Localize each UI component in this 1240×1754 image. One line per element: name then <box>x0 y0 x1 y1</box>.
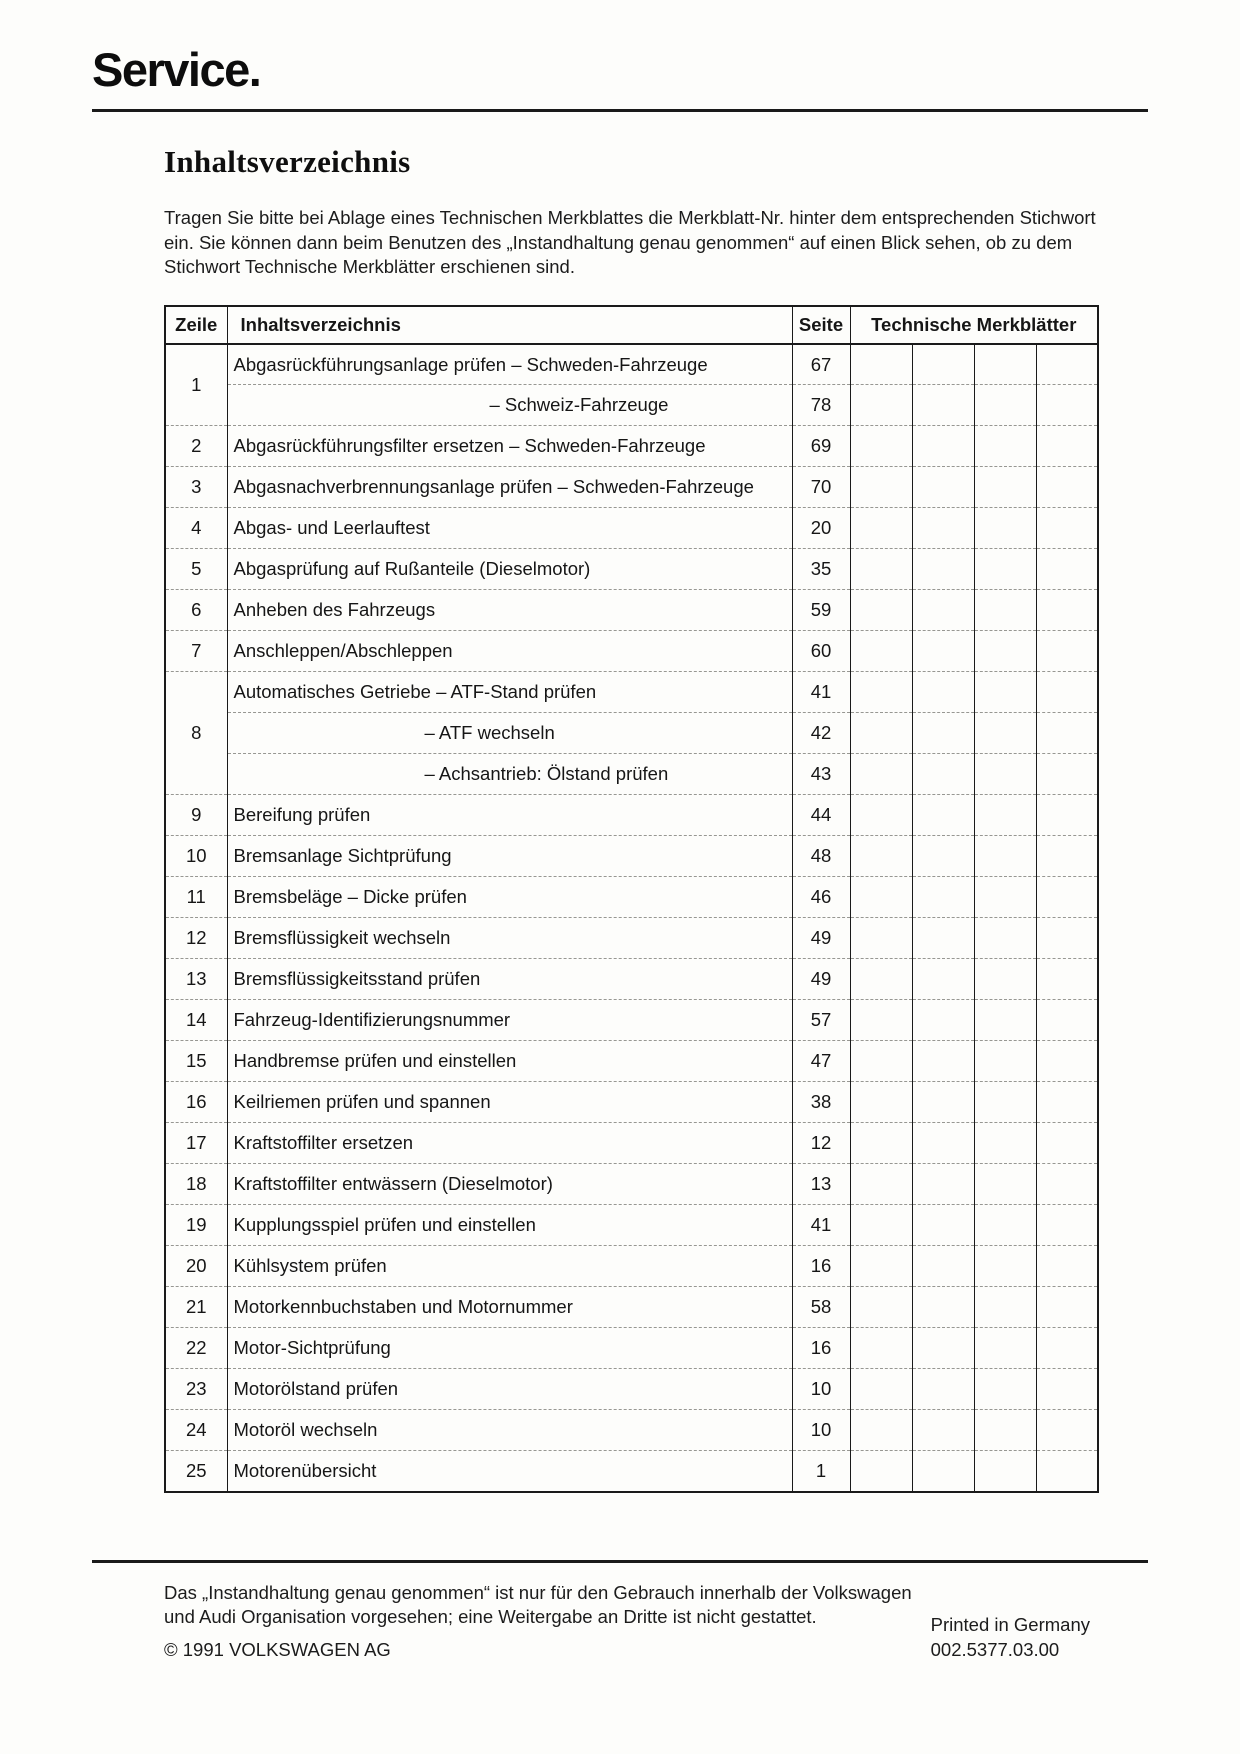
footer-copyright: © 1991 VOLKSWAGEN AG <box>164 1638 391 1660</box>
merkblatt-entry-cell <box>850 1123 912 1164</box>
row-title-cell: Bremsflüssigkeit wechseln <box>227 918 792 959</box>
row-title-cell: Kühlsystem prüfen <box>227 1246 792 1287</box>
row-number-cell: 9 <box>165 795 227 836</box>
table-row <box>165 1451 1098 1492</box>
merkblatt-entry-cell <box>912 590 974 631</box>
merkblatt-entry-cell <box>912 1164 974 1205</box>
merkblatt-entry-cell <box>850 549 912 590</box>
table-row <box>165 1287 1098 1328</box>
merkblatt-entry-cell <box>912 918 974 959</box>
row-page-cell: 10 <box>792 1410 850 1451</box>
table-row <box>165 549 1098 590</box>
merkblatt-entry-cell <box>912 754 974 795</box>
row-number-cell: 15 <box>165 1041 227 1082</box>
merkblatt-entry-cell <box>912 1000 974 1041</box>
merkblatt-entry-cell <box>850 1164 912 1205</box>
row-page-cell: 67 <box>792 344 850 385</box>
row-number-cell: 1 <box>165 344 227 426</box>
contents-table <box>164 305 1099 1493</box>
row-title-cell: Abgasprüfung auf Rußanteile (Dieselmotor) <box>227 549 792 590</box>
merkblatt-entry-cell <box>974 672 1036 713</box>
row-number-cell: 25 <box>165 1451 227 1492</box>
merkblatt-entry-cell <box>974 1328 1036 1369</box>
row-page-cell: 48 <box>792 836 850 877</box>
merkblatt-entry-cell <box>1036 959 1098 1000</box>
merkblatt-entry-cell <box>1036 1164 1098 1205</box>
merkblatt-entry-cell <box>912 1123 974 1164</box>
merkblatt-entry-cell <box>1036 754 1098 795</box>
merkblatt-entry-cell <box>974 1287 1036 1328</box>
row-page-cell: 12 <box>792 1123 850 1164</box>
merkblatt-entry-cell <box>1036 631 1098 672</box>
row-title-cell: Kraftstoffilter ersetzen <box>227 1123 792 1164</box>
row-page-cell: 16 <box>792 1328 850 1369</box>
row-page-cell: 43 <box>792 754 850 795</box>
table-row <box>165 672 1098 713</box>
merkblatt-entry-cell <box>974 385 1036 426</box>
merkblatt-entry-cell <box>850 1287 912 1328</box>
merkblatt-entry-cell <box>1036 344 1098 385</box>
merkblatt-entry-cell <box>850 631 912 672</box>
row-number-cell: 24 <box>165 1410 227 1451</box>
row-number-cell: 18 <box>165 1164 227 1205</box>
row-title-cell: Abgasrückführungsanlage prüfen – Schweden-Fahrzeuge <box>227 344 792 385</box>
merkblatt-entry-cell <box>850 1328 912 1369</box>
row-title-cell: Bremsflüssigkeitsstand prüfen <box>227 959 792 1000</box>
row-number-cell: 10 <box>165 836 227 877</box>
table-row <box>165 959 1098 1000</box>
merkblatt-entry-cell <box>974 1369 1036 1410</box>
row-number-cell: 3 <box>165 467 227 508</box>
merkblatt-entry-cell <box>912 426 974 467</box>
merkblatt-entry-cell <box>912 1041 974 1082</box>
merkblatt-entry-cell <box>974 795 1036 836</box>
merkblatt-entry-cell <box>912 836 974 877</box>
merkblatt-entry-cell <box>1036 508 1098 549</box>
merkblatt-entry-cell <box>912 1328 974 1369</box>
row-number-cell: 8 <box>165 672 227 795</box>
table-row <box>165 508 1098 549</box>
table-row <box>165 590 1098 631</box>
table-row <box>165 1205 1098 1246</box>
merkblatt-entry-cell <box>912 1451 974 1492</box>
merkblatt-entry-cell <box>850 1369 912 1410</box>
merkblatt-entry-cell <box>1036 549 1098 590</box>
row-page-cell: 41 <box>792 1205 850 1246</box>
row-page-cell: 13 <box>792 1164 850 1205</box>
merkblatt-entry-cell <box>912 631 974 672</box>
table-header-row <box>165 306 1098 344</box>
row-number-cell: 5 <box>165 549 227 590</box>
table-row <box>165 1328 1098 1369</box>
table-row <box>165 918 1098 959</box>
row-title-cell: Motorölstand prüfen <box>227 1369 792 1410</box>
page-footer <box>92 1560 1148 1662</box>
merkblatt-entry-cell <box>850 1041 912 1082</box>
merkblatt-entry-cell <box>850 467 912 508</box>
merkblatt-entry-cell <box>974 1082 1036 1123</box>
merkblatt-entry-cell <box>1036 1369 1098 1410</box>
merkblatt-entry-cell <box>912 1082 974 1123</box>
row-title-cell: – ATF wechseln <box>227 713 792 754</box>
header-divider <box>92 109 1148 112</box>
contents-table-header <box>165 306 1098 344</box>
table-row <box>165 1246 1098 1287</box>
merkblatt-entry-cell <box>974 1246 1036 1287</box>
table-row <box>165 426 1098 467</box>
merkblatt-entry-cell <box>912 713 974 754</box>
merkblatt-entry-cell <box>912 1410 974 1451</box>
row-number-cell: 6 <box>165 590 227 631</box>
table-row <box>165 631 1098 672</box>
merkblatt-entry-cell <box>850 385 912 426</box>
row-page-cell: 69 <box>792 426 850 467</box>
merkblatt-entry-cell <box>1036 795 1098 836</box>
row-page-cell: 10 <box>792 1369 850 1410</box>
merkblatt-entry-cell <box>974 1000 1036 1041</box>
row-page-cell: 78 <box>792 385 850 426</box>
table-row <box>165 1082 1098 1123</box>
row-title-cell: Handbremse prüfen und einstellen <box>227 1041 792 1082</box>
merkblatt-entry-cell <box>1036 1410 1098 1451</box>
column-header-inhaltsverzeichnis: Inhaltsverzeichnis <box>227 306 792 344</box>
merkblatt-entry-cell <box>974 1205 1036 1246</box>
row-title-cell: Motorenübersicht <box>227 1451 792 1492</box>
row-title-cell: Motoröl wechseln <box>227 1410 792 1451</box>
row-title-cell: Bremsanlage Sichtprüfung <box>227 836 792 877</box>
merkblatt-entry-cell <box>912 1369 974 1410</box>
merkblatt-entry-cell <box>912 385 974 426</box>
footer-doc-number: 002.5377.03.00 <box>930 1638 1060 1660</box>
merkblatt-entry-cell <box>1036 1287 1098 1328</box>
row-title-cell: Abgasrückführungsfilter ersetzen – Schweden-Fahrzeuge <box>227 426 792 467</box>
table-row <box>165 1410 1098 1451</box>
merkblatt-entry-cell <box>974 877 1036 918</box>
merkblatt-entry-cell <box>850 344 912 385</box>
merkblatt-entry-cell <box>850 713 912 754</box>
table-row <box>165 467 1098 508</box>
merkblatt-entry-cell <box>850 1205 912 1246</box>
row-number-cell: 4 <box>165 508 227 549</box>
row-page-cell: 42 <box>792 713 850 754</box>
merkblatt-entry-cell <box>974 549 1036 590</box>
merkblatt-entry-cell <box>1036 1246 1098 1287</box>
merkblatt-entry-cell <box>974 836 1036 877</box>
row-page-cell: 57 <box>792 1000 850 1041</box>
row-number-cell: 19 <box>165 1205 227 1246</box>
merkblatt-entry-cell <box>974 713 1036 754</box>
merkblatt-entry-cell <box>1036 1451 1098 1492</box>
column-header-seite: Seite <box>792 306 850 344</box>
merkblatt-entry-cell <box>1036 467 1098 508</box>
column-header-technische-merkblaetter: Technische Merkblätter <box>850 306 1098 344</box>
table-row <box>165 836 1098 877</box>
merkblatt-entry-cell <box>912 672 974 713</box>
row-title-cell: Automatisches Getriebe – ATF-Stand prüfen <box>227 672 792 713</box>
row-page-cell: 49 <box>792 918 850 959</box>
row-title-cell: Abgasnachverbrennungsanlage prüfen – Schweden-Fahrzeuge <box>227 467 792 508</box>
row-title-cell: Keilriemen prüfen und spannen <box>227 1082 792 1123</box>
merkblatt-entry-cell <box>912 877 974 918</box>
row-number-cell: 13 <box>165 959 227 1000</box>
table-row <box>165 1041 1098 1082</box>
row-number-cell: 17 <box>165 1123 227 1164</box>
merkblatt-entry-cell <box>850 1000 912 1041</box>
merkblatt-entry-cell <box>974 344 1036 385</box>
row-number-cell: 16 <box>165 1082 227 1123</box>
table-row <box>165 1164 1098 1205</box>
merkblatt-entry-cell <box>1036 590 1098 631</box>
row-page-cell: 38 <box>792 1082 850 1123</box>
merkblatt-entry-cell <box>1036 426 1098 467</box>
row-page-cell: 47 <box>792 1041 850 1082</box>
row-title-cell: Motor-Sichtprüfung <box>227 1328 792 1369</box>
table-row <box>165 344 1098 385</box>
column-header-zeile: Zeile <box>165 306 227 344</box>
merkblatt-entry-cell <box>850 672 912 713</box>
row-page-cell: 70 <box>792 467 850 508</box>
merkblatt-entry-cell <box>912 1246 974 1287</box>
merkblatt-entry-cell <box>850 1246 912 1287</box>
merkblatt-entry-cell <box>850 508 912 549</box>
merkblatt-entry-cell <box>974 754 1036 795</box>
row-title-cell: Anschleppen/Abschleppen <box>227 631 792 672</box>
merkblatt-entry-cell <box>850 590 912 631</box>
page-content <box>164 144 1124 1493</box>
merkblatt-entry-cell <box>912 508 974 549</box>
row-page-cell: 20 <box>792 508 850 549</box>
merkblatt-entry-cell <box>974 467 1036 508</box>
merkblatt-entry-cell <box>1036 713 1098 754</box>
row-page-cell: 46 <box>792 877 850 918</box>
merkblatt-entry-cell <box>1036 836 1098 877</box>
merkblatt-entry-cell <box>850 1451 912 1492</box>
service-logo: Service. <box>92 43 261 96</box>
row-page-cell: 60 <box>792 631 850 672</box>
merkblatt-entry-cell <box>974 1451 1036 1492</box>
merkblatt-entry-cell <box>850 959 912 1000</box>
merkblatt-entry-cell <box>912 467 974 508</box>
merkblatt-entry-cell <box>1036 1041 1098 1082</box>
merkblatt-entry-cell <box>1036 1000 1098 1041</box>
merkblatt-entry-cell <box>1036 1082 1098 1123</box>
row-page-cell: 41 <box>792 672 850 713</box>
page-title: Inhaltsverzeichnis <box>164 144 411 179</box>
table-row <box>165 754 1098 795</box>
row-number-cell: 2 <box>165 426 227 467</box>
merkblatt-entry-cell <box>974 1164 1036 1205</box>
row-title-cell: Kraftstoffilter entwässern (Dieselmotor) <box>227 1164 792 1205</box>
merkblatt-entry-cell <box>850 426 912 467</box>
merkblatt-entry-cell <box>974 1041 1036 1082</box>
row-page-cell: 16 <box>792 1246 850 1287</box>
row-title-cell: Anheben des Fahrzeugs <box>227 590 792 631</box>
merkblatt-entry-cell <box>1036 918 1098 959</box>
merkblatt-entry-cell <box>912 795 974 836</box>
merkblatt-entry-cell <box>850 1082 912 1123</box>
merkblatt-entry-cell <box>1036 1205 1098 1246</box>
merkblatt-entry-cell <box>850 795 912 836</box>
merkblatt-entry-cell <box>850 1410 912 1451</box>
row-page-cell: 49 <box>792 959 850 1000</box>
footer-notice: Das „Instandhaltung genau genommen“ ist nur für den Gebrauch innerhalb der Volkswagen und Audi Organisation vorgesehen; eine Weitergabe an Dritte ist nicht gestattet. <box>164 1582 912 1628</box>
merkblatt-entry-cell <box>974 508 1036 549</box>
row-number-cell: 11 <box>165 877 227 918</box>
table-row <box>165 385 1098 426</box>
row-number-cell: 14 <box>165 1000 227 1041</box>
row-number-cell: 7 <box>165 631 227 672</box>
merkblatt-entry-cell <box>912 1287 974 1328</box>
table-row <box>165 877 1098 918</box>
row-number-cell: 20 <box>165 1246 227 1287</box>
merkblatt-entry-cell <box>974 1123 1036 1164</box>
row-number-cell: 12 <box>165 918 227 959</box>
intro-text: Tragen Sie bitte bei Ablage eines Technischen Merkblattes die Merkblatt-Nr. hinter dem entsprechenden Stichwort ein. Sie können dann beim Benutzen des „Instandhaltung genau genommen“ auf einen Blick sehen, ob zu dem Stichwort Technische Merkblätter erschienen sind. <box>164 207 1096 278</box>
merkblatt-entry-cell <box>850 918 912 959</box>
table-row <box>165 1000 1098 1041</box>
merkblatt-entry-cell <box>912 959 974 1000</box>
row-page-cell: 59 <box>792 590 850 631</box>
merkblatt-entry-cell <box>974 426 1036 467</box>
merkblatt-entry-cell <box>912 549 974 590</box>
merkblatt-entry-cell <box>850 836 912 877</box>
merkblatt-entry-cell <box>974 918 1036 959</box>
row-title-cell: Bremsbeläge – Dicke prüfen <box>227 877 792 918</box>
merkblatt-entry-cell <box>850 754 912 795</box>
merkblatt-entry-cell <box>974 631 1036 672</box>
row-page-cell: 58 <box>792 1287 850 1328</box>
row-number-cell: 23 <box>165 1369 227 1410</box>
merkblatt-entry-cell <box>850 877 912 918</box>
row-page-cell: 35 <box>792 549 850 590</box>
merkblatt-entry-cell <box>1036 1328 1098 1369</box>
row-title-cell: Abgas- und Leerlauftest <box>227 508 792 549</box>
row-number-cell: 22 <box>165 1328 227 1369</box>
table-row <box>165 1123 1098 1164</box>
merkblatt-entry-cell <box>974 1410 1036 1451</box>
table-row <box>165 1369 1098 1410</box>
merkblatt-entry-cell <box>1036 672 1098 713</box>
row-page-cell: 44 <box>792 795 850 836</box>
merkblatt-entry-cell <box>1036 1123 1098 1164</box>
table-row <box>165 713 1098 754</box>
row-title-cell: Kupplungsspiel prüfen und einstellen <box>227 1205 792 1246</box>
row-title-cell: Fahrzeug-Identifizierungsnummer <box>227 1000 792 1041</box>
row-number-cell: 21 <box>165 1287 227 1328</box>
merkblatt-entry-cell <box>912 1205 974 1246</box>
merkblatt-entry-cell <box>1036 385 1098 426</box>
merkblatt-entry-cell <box>1036 877 1098 918</box>
row-title-cell: Bereifung prüfen <box>227 795 792 836</box>
table-row <box>165 795 1098 836</box>
row-page-cell: 1 <box>792 1451 850 1492</box>
footer-printed-in: Printed in Germany <box>930 1614 1090 1636</box>
merkblatt-entry-cell <box>974 959 1036 1000</box>
contents-table-body <box>165 344 1098 1492</box>
merkblatt-entry-cell <box>912 344 974 385</box>
row-title-cell: – Achsantrieb: Ölstand prüfen <box>227 754 792 795</box>
row-title-cell: – Schweiz-Fahrzeuge <box>227 385 792 426</box>
merkblatt-entry-cell <box>974 590 1036 631</box>
row-title-cell: Motorkennbuchstaben und Motornummer <box>227 1287 792 1328</box>
